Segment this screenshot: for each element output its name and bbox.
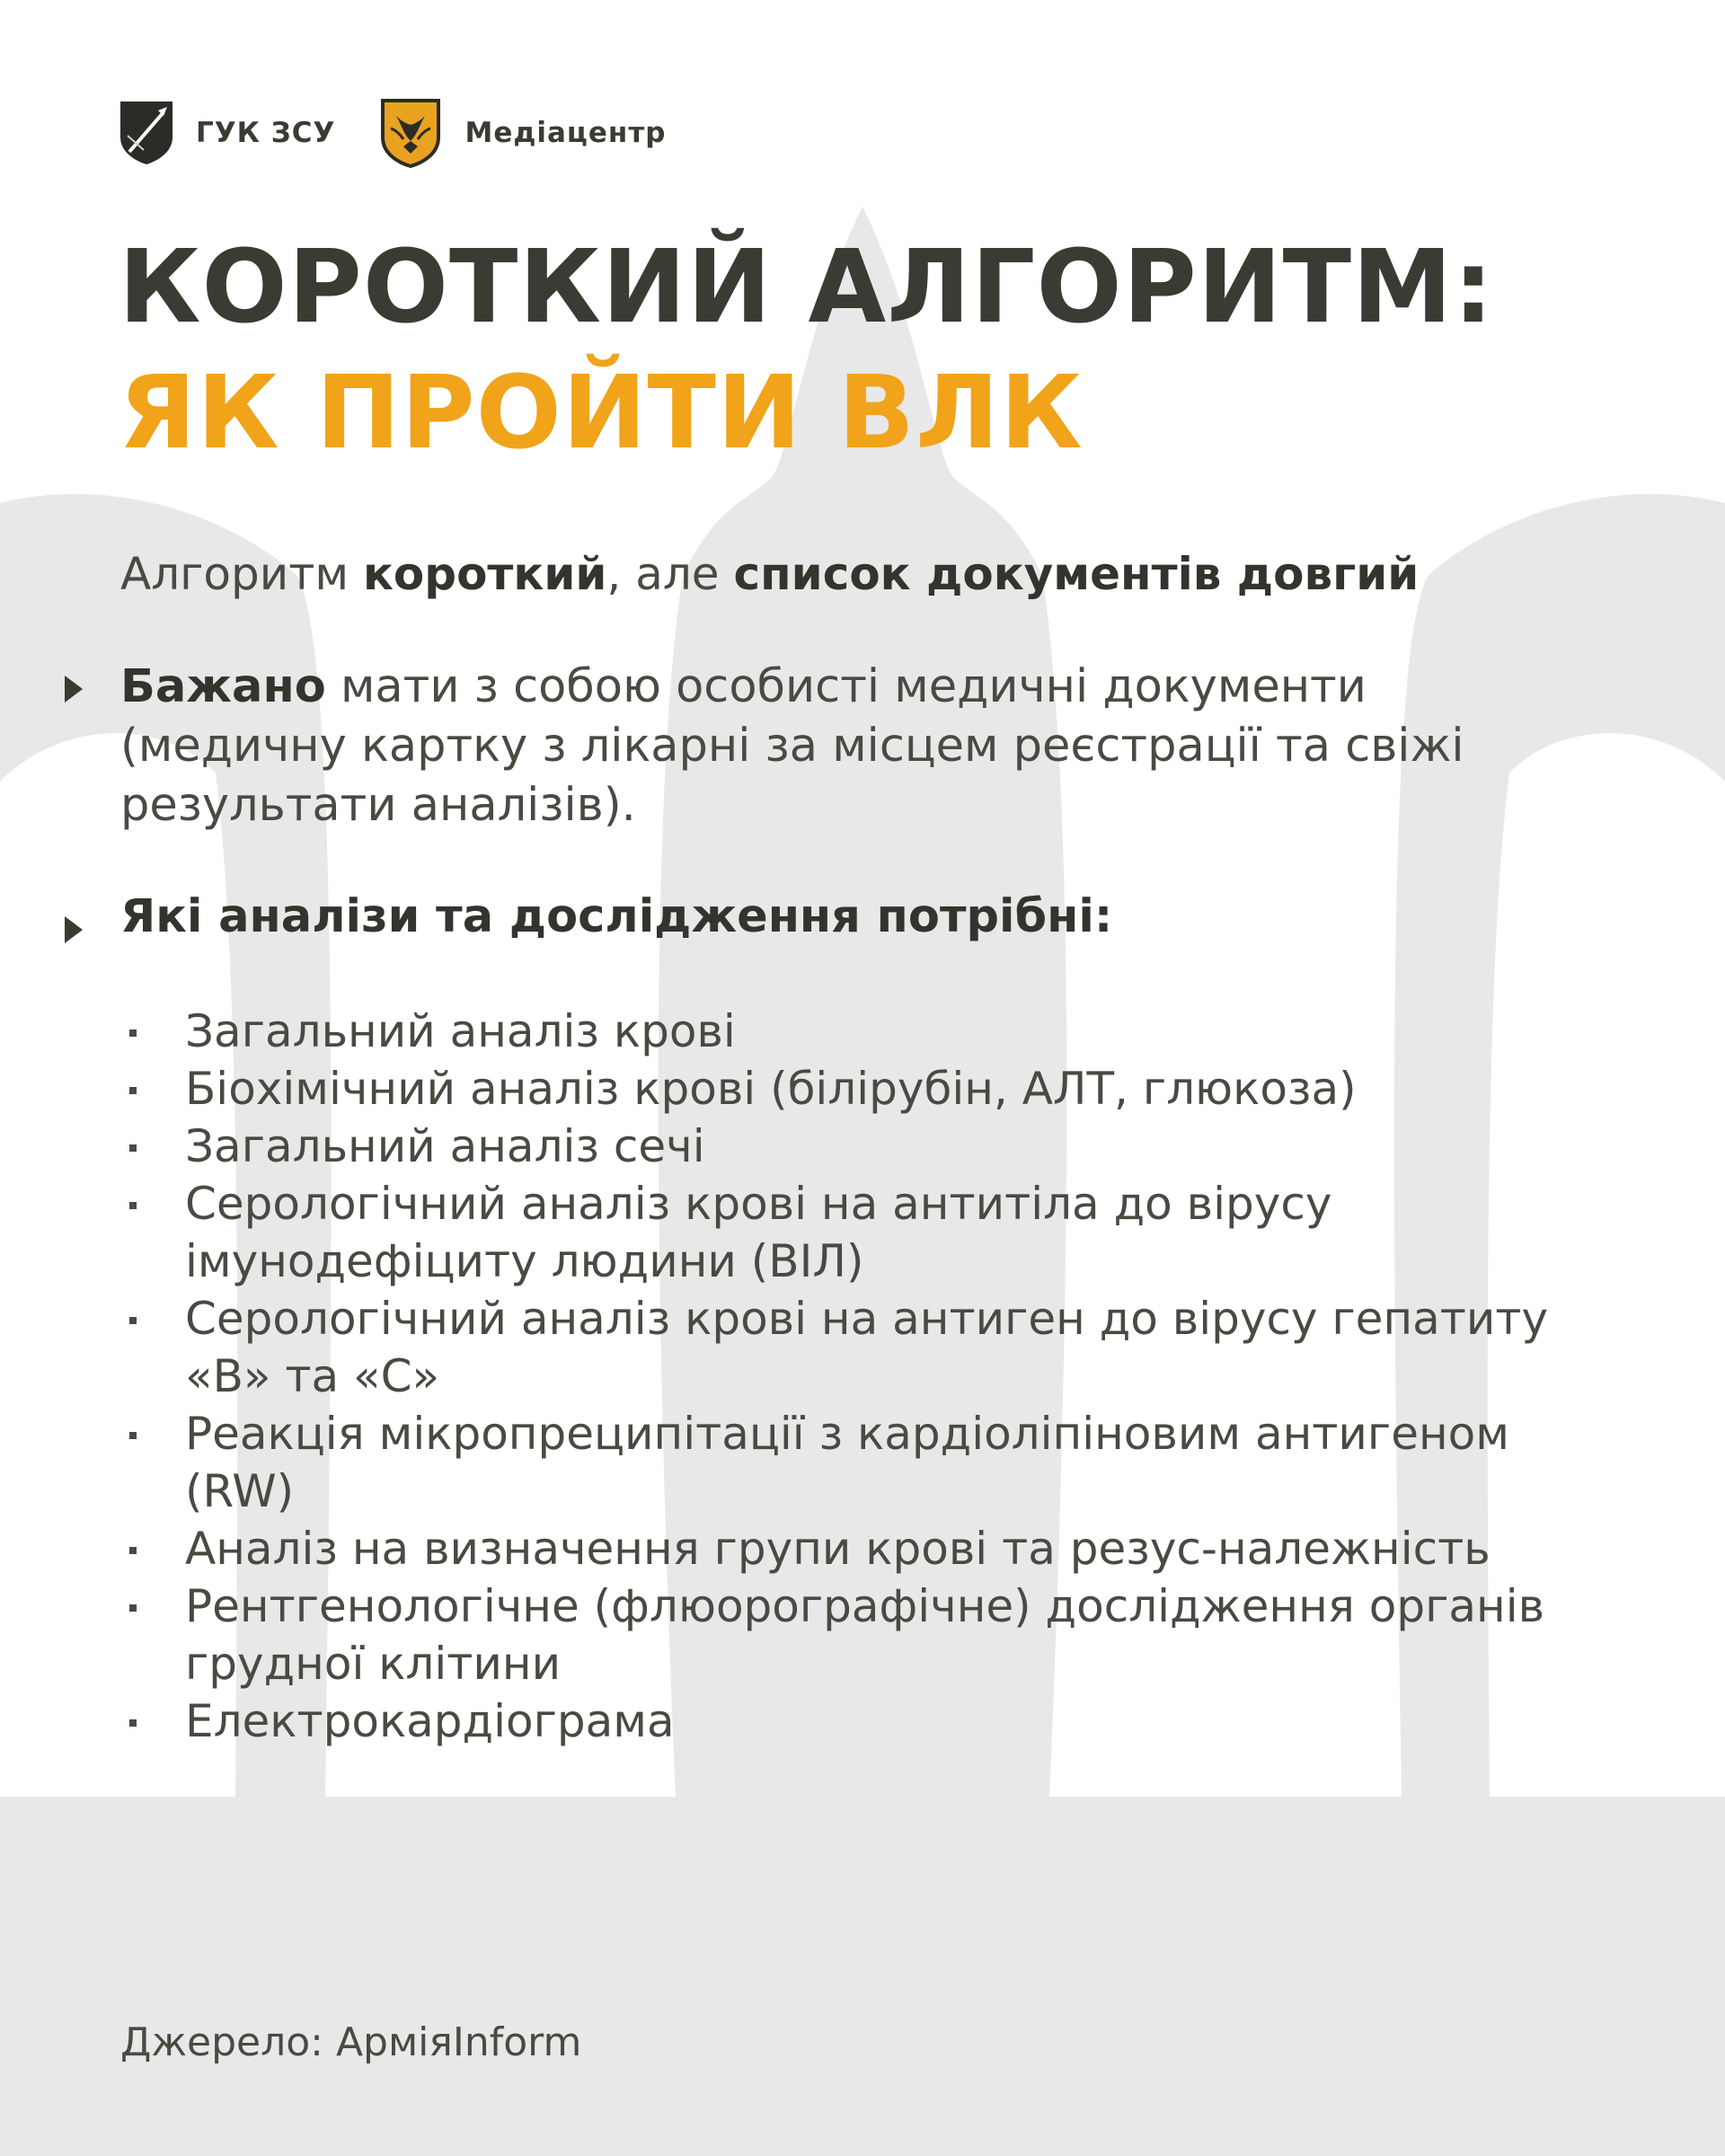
square-bullet-icon — [129, 1144, 137, 1152]
list-item-text: Реакція мікропреципітації з кардіоліпіновим антигеном (RW) — [185, 1408, 1509, 1517]
subtitle — [120, 543, 1419, 605]
square-bullet-icon — [129, 1202, 137, 1209]
subtitle-bold-2: список документів довгий — [733, 548, 1420, 600]
square-bullet-icon — [129, 1317, 137, 1324]
list-item — [126, 1692, 1599, 1750]
headline-line-2: ЯК ПРОЙТИ ВЛК — [119, 355, 1084, 472]
list-item-text: Аналіз на визначення групи крові та резус-належність — [185, 1523, 1491, 1575]
square-bullet-icon — [129, 1029, 137, 1037]
list-item — [126, 1118, 1599, 1175]
square-bullet-icon — [129, 1604, 137, 1612]
list-item — [126, 1577, 1599, 1692]
square-bullet-icon — [129, 1432, 137, 1439]
media-label: Медіацентр — [464, 117, 667, 149]
list-item-text: Загальний аналіз крові — [185, 1005, 736, 1057]
gyk-shield-icon — [119, 100, 174, 166]
headline — [119, 225, 1494, 476]
tests-list — [126, 1003, 1599, 1750]
triangle-bullet-icon — [65, 676, 83, 702]
subtitle-bold-1: короткий — [363, 548, 607, 600]
list-item-text: Серологічний аналіз крові на антиген до вірусу гепатиту «В» та «С» — [185, 1293, 1549, 1402]
triangle-bullet-icon — [65, 916, 83, 943]
bullet-tests-heading-text: Які аналізи та дослідження потрібні: — [120, 890, 1113, 943]
subtitle-text-2: , але — [606, 548, 734, 600]
header — [119, 97, 667, 169]
square-bullet-icon — [129, 1087, 137, 1094]
list-item — [126, 1003, 1599, 1060]
list-item-text: Електрокардіограма — [185, 1695, 675, 1747]
list-item-text: Рентгенологічне (флюорографічне) дослідження органів грудної клітини — [185, 1580, 1545, 1690]
list-item — [126, 1175, 1599, 1290]
bullet-tests-heading — [120, 888, 1594, 947]
list-item-text: Загальний аналіз сечі — [185, 1120, 705, 1172]
square-bullet-icon — [129, 1719, 137, 1727]
headline-line-1: КОРОТКИЙ АЛГОРИТМ: — [119, 229, 1495, 346]
gyk-label: ГУК ЗСУ — [196, 117, 336, 149]
source-credit: Джерело: АрміяInform — [120, 2019, 582, 2065]
list-item — [126, 1290, 1599, 1405]
bullet-documents-text: мати з собою особисті медичні документи (медичну картку з лікарні за місцем реєстрації та свіжі результати аналізів). — [120, 660, 1464, 832]
list-item-text: Біохімічний аналіз крові (білірубін, АЛТ, глюкоза) — [185, 1063, 1357, 1115]
brand-media — [335, 98, 666, 168]
bullet-documents-bold: Бажано — [120, 660, 326, 713]
mediacenter-shield-icon — [380, 98, 441, 168]
list-item — [126, 1060, 1599, 1118]
subtitle-text-1: Алгоритм — [120, 548, 363, 600]
brand-gyk — [119, 100, 335, 166]
square-bullet-icon — [129, 1547, 137, 1554]
bullet-documents — [120, 658, 1594, 835]
list-item — [126, 1520, 1599, 1577]
list-item — [126, 1405, 1599, 1520]
list-item-text: Серологічний аналіз крові на антитіла до вірусу імунодефіциту людини (ВІЛ) — [185, 1178, 1332, 1287]
